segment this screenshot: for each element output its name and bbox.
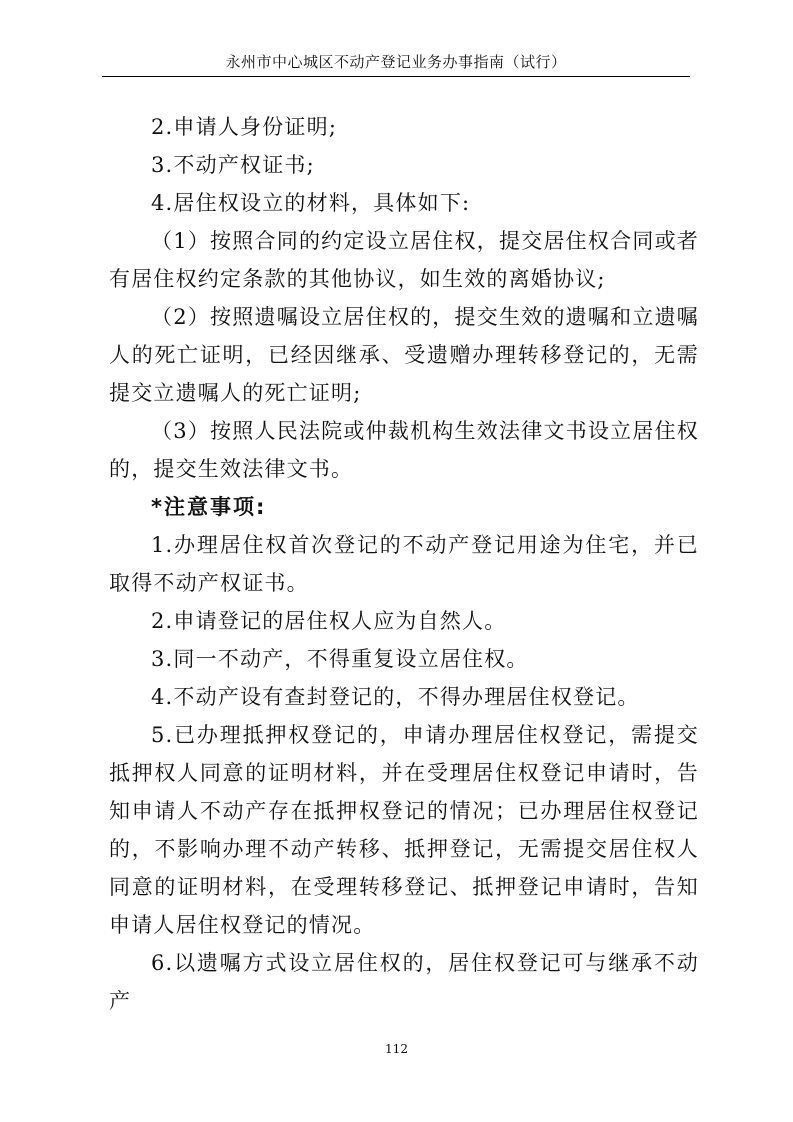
paragraph-subitem-3: （3）按照人民法院或仲裁机构生效法律文书设立居住权的，提交生效法律文书。 xyxy=(109,419,699,481)
paragraph-item-3: 3.不动产权证书; xyxy=(151,153,315,177)
notes-heading: *注意事项: xyxy=(151,495,267,519)
running-header: 永州市中心城区不动产登记业务办事指南（试行） xyxy=(225,53,567,71)
note-item-1: 1.办理居住权首次登记的不动产登记用途为住宅，并已取得不动产权证书。 xyxy=(109,533,699,595)
note-item-3: 3.同一不动产，不得重复设立居住权。 xyxy=(151,647,529,671)
note-item-5: 5.已办理抵押权登记的，申请办理居住权登记，需提交抵押权人同意的证明材料，并在受理居住权登记申请时，告知申请人不动产存在抵押权登记的情况；已办理居住权登记的，不影响办理不动产转移、抵押登记，无需提交居住权人同意的证明材料，在受理转移登记、抵押登记申请时，告知申请人居住权登记的情况。 xyxy=(109,723,699,937)
paragraph-item-2: 2.申请人身份证明; xyxy=(151,115,338,139)
document-body xyxy=(109,108,699,1020)
header-rule xyxy=(102,76,690,77)
note-item-4: 4.不动产设有查封登记的，不得办理居住权登记。 xyxy=(151,685,640,709)
page-number: 112 xyxy=(385,1042,408,1056)
paragraph-item-4: 4.居住权设立的材料，具体如下: xyxy=(151,191,471,215)
note-item-2: 2.申请登记的居住权人应为自然人。 xyxy=(151,609,507,633)
paragraph-subitem-2: （2）按照遗嘱设立居住权的，提交生效的遗嘱和立遗嘱人的死亡证明，已经因继承、受遗赠办理转移登记的，无需提交立遗嘱人的死亡证明; xyxy=(109,305,699,405)
paragraph-subitem-1: （1）按照合同的约定设立居住权，提交居住权合同或者有居住权约定条款的其他协议，如生效的离婚协议; xyxy=(109,229,699,291)
note-item-6: 6.以遗嘱方式设立居住权的，居住权登记可与继承不动产 xyxy=(109,951,699,1013)
